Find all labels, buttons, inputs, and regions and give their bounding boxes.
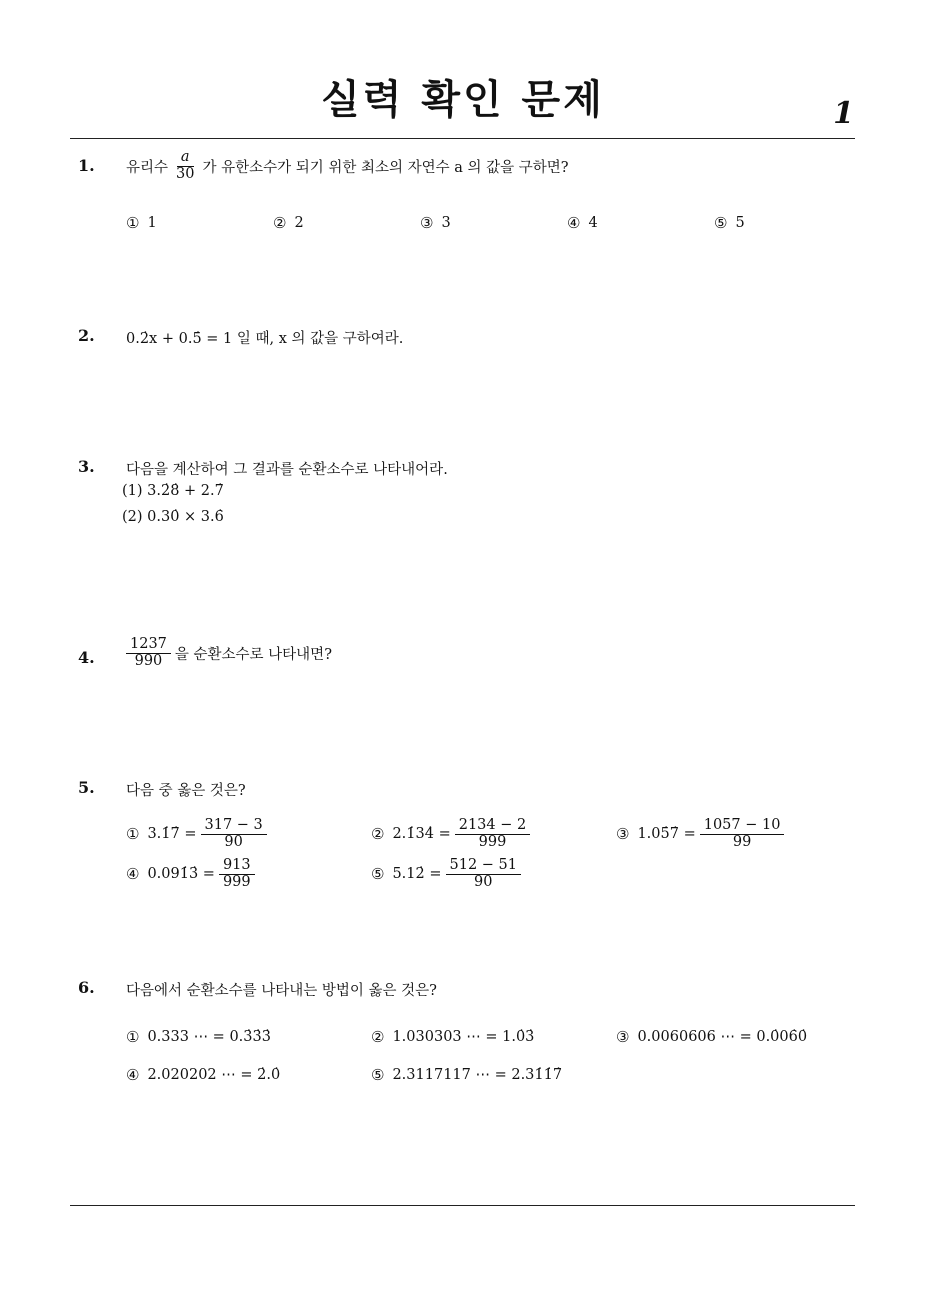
option-text: 2.020202 ⋯ = 2̇.0̇ xyxy=(147,1067,281,1083)
option-5[interactable] xyxy=(371,1066,562,1084)
fraction-numerator: 512 − 51 xyxy=(446,858,522,875)
option-text: 5 xyxy=(735,215,745,231)
fraction xyxy=(219,858,255,891)
option-lhs: 1.05̇7̇ = xyxy=(637,826,696,843)
option-mark: ③ xyxy=(420,214,434,232)
option-3[interactable] xyxy=(616,818,788,851)
option-mark: ④ xyxy=(567,214,581,232)
fraction-denominator: 30 xyxy=(176,165,195,182)
fraction xyxy=(455,818,531,851)
fraction xyxy=(201,818,267,851)
option-mark: ⑤ xyxy=(714,214,728,232)
fraction-denominator: 990 xyxy=(134,652,163,669)
fraction-numerator: 1057 − 10 xyxy=(700,818,785,835)
page-title: 실력 확인 문제 xyxy=(321,77,605,123)
fraction-numerator: a xyxy=(177,150,194,167)
option-4[interactable] xyxy=(126,1066,280,1084)
fraction-denominator: 90 xyxy=(224,833,243,850)
question-number: 5. xyxy=(78,778,95,797)
option-text: 0.0060606 ⋯ = 0.0̇06̇0̇ xyxy=(637,1029,808,1045)
fraction-numerator: 1237 xyxy=(126,637,171,654)
question-number: 4. xyxy=(78,648,95,667)
fraction xyxy=(172,150,198,183)
option-mark: ① xyxy=(126,214,140,232)
question-text xyxy=(126,637,332,670)
option-4[interactable] xyxy=(567,214,598,232)
fraction-denominator: 90 xyxy=(474,873,493,890)
top-divider xyxy=(70,138,855,139)
option-lhs: 2.1̇34̇ = xyxy=(392,826,451,843)
question-number: 6. xyxy=(78,978,95,997)
option-lhs: 0.091̇3̇ = xyxy=(147,866,215,883)
option-mark: ② xyxy=(371,1028,385,1046)
fraction-denominator: 99 xyxy=(732,833,752,850)
question-number: 3. xyxy=(78,457,95,476)
option-text: 3 xyxy=(441,215,451,231)
option-4[interactable] xyxy=(126,858,259,891)
option-5[interactable] xyxy=(371,858,525,891)
option-text: 1.030303 ⋯ = 1.0̇3̇ xyxy=(392,1029,535,1045)
fraction-numerator: 2134 − 2 xyxy=(455,818,531,835)
option-text: 2.3117117 ⋯ = 2.31̇1̇7̇ xyxy=(392,1067,563,1083)
option-text: 4 xyxy=(588,215,598,231)
option-mark: ② xyxy=(273,214,287,232)
option-text: 0.333 ⋯ = 0.3̇3̇3̇ xyxy=(147,1029,271,1045)
question-text-after: 을 순환소수로 나타내면? xyxy=(174,646,332,663)
fraction xyxy=(446,858,522,891)
option-1[interactable] xyxy=(126,214,157,232)
option-5[interactable] xyxy=(714,214,745,232)
option-mark: ① xyxy=(126,825,140,844)
fraction-denominator: 999 xyxy=(222,873,251,890)
option-mark: ④ xyxy=(126,1066,140,1084)
option-lhs: 3.1̇7̇ = xyxy=(147,826,197,843)
question-text: 0.2̇x + 0.5̇ = 1 일 때, x 의 값을 구하여라. xyxy=(126,331,404,347)
option-1[interactable] xyxy=(126,818,271,851)
option-3[interactable] xyxy=(616,1028,807,1046)
option-2[interactable] xyxy=(371,1028,534,1046)
option-1[interactable] xyxy=(126,1028,271,1046)
option-3[interactable] xyxy=(420,214,451,232)
question-text: 다음을 계산하여 그 결과를 순환소수로 나타내어라. xyxy=(126,462,448,478)
question-number: 1. xyxy=(78,156,95,175)
fraction-denominator: 999 xyxy=(478,833,507,850)
option-text: 1 xyxy=(147,215,157,231)
fraction xyxy=(700,818,785,851)
question-text-before: 유리수 xyxy=(126,159,169,176)
option-mark: ① xyxy=(126,1028,140,1046)
page-number: 1 xyxy=(833,96,854,131)
question-text: 다음 중 옳은 것은? xyxy=(126,783,246,799)
option-mark: ⑤ xyxy=(371,865,385,884)
sub-question-2: (2) 0.30̇ × 3.6̇ xyxy=(122,509,224,525)
fraction xyxy=(126,637,171,670)
question-number: 2. xyxy=(78,326,95,345)
fraction-numerator: 317 − 3 xyxy=(201,818,267,835)
option-2[interactable] xyxy=(273,214,304,232)
option-mark: ③ xyxy=(616,825,630,844)
option-mark: ② xyxy=(371,825,385,844)
option-mark: ③ xyxy=(616,1028,630,1046)
sub-question-1: (1) 3.2̇8̇ + 2.7̇ xyxy=(122,483,224,499)
bottom-divider xyxy=(70,1205,855,1206)
option-mark: ⑤ xyxy=(371,1066,385,1084)
option-lhs: 5.12̇ = xyxy=(392,866,442,883)
question-text: 다음에서 순환소수를 나타내는 방법이 옳은 것은? xyxy=(126,983,437,999)
fraction-numerator: 913 xyxy=(219,858,255,875)
option-text: 2 xyxy=(294,215,304,231)
option-2[interactable] xyxy=(371,818,534,851)
question-text-after: 가 유한소수가 되기 위한 최소의 자연수 a 의 값을 구하면? xyxy=(202,159,569,176)
option-mark: ④ xyxy=(126,865,140,884)
question-text xyxy=(126,150,569,183)
